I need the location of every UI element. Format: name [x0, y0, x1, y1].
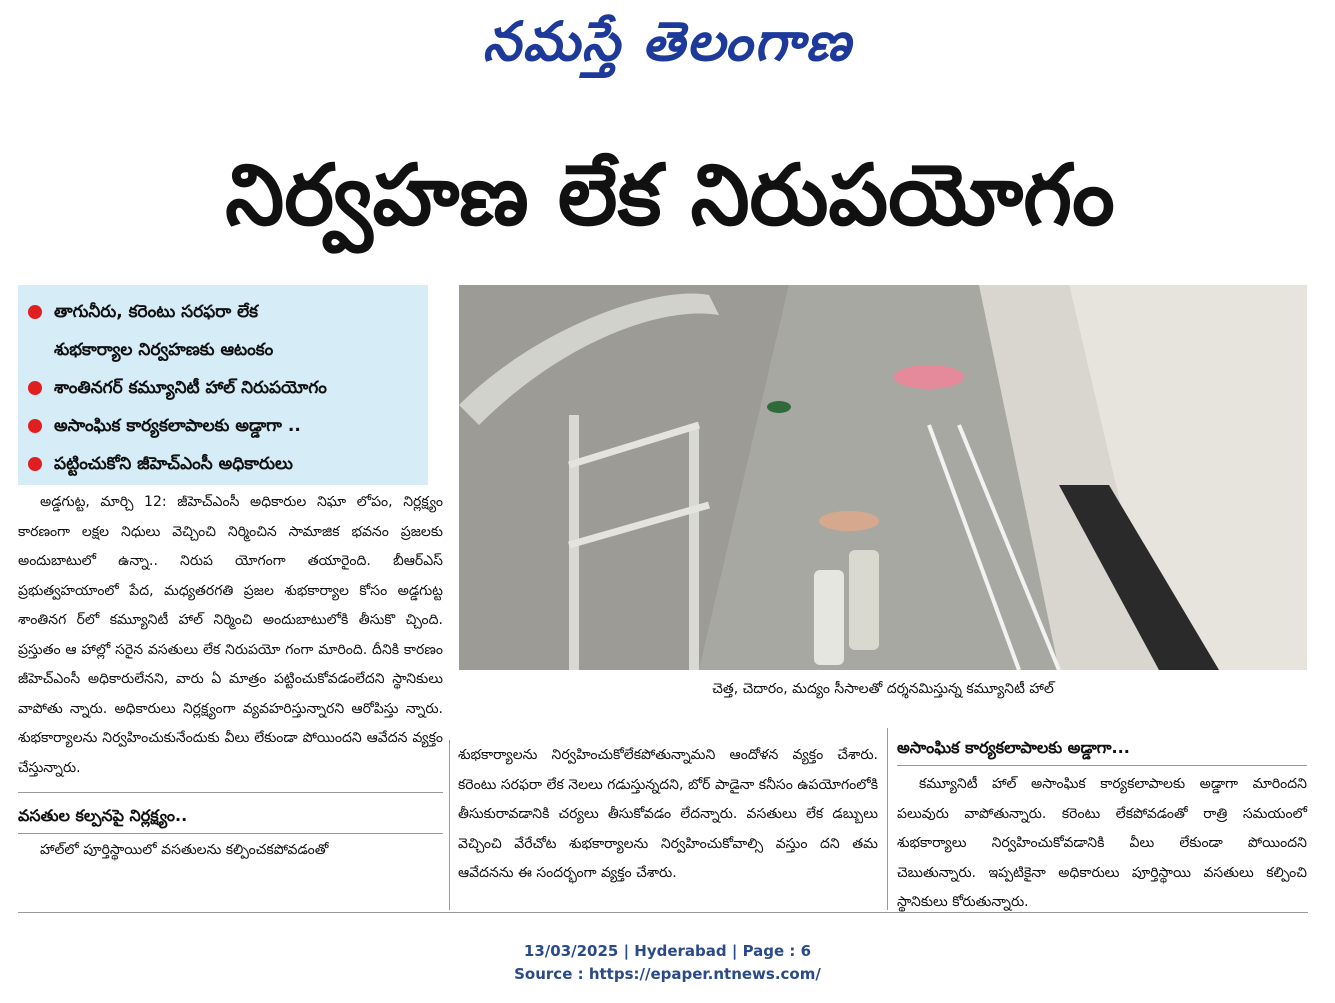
article-lead-paragraph: అడ్డగుట్ట, మార్చి 12: జీహెచ్ఎంసీ అధికారుల నిఘా లోపం, నిర్లక్ష్యం కారణంగా లక్షల నిధులు వెచ్చించి నిర్మించిన సామాజిక భవనం ప్రజలకు అందుబాటులో ఉన్నా.. నిరుప యోగంగా తయారైంది. బీఆర్ఎస్ ప్రభుత్వహయాంలో పేద, మధ్యతరగతి ప్రజల శుభకార్యాల కోసం అడ్డగుట్ట శాంతినగ ర్‌లో కమ్యూనిటీ హాల్ నిర్మించి అందుబాటులోకి తీసుకొ చ్చింది. ప్రస్తుతం ఆ హాల్లో సరైన వసతులు లేక నిరుపయో గంగా మారింది. దీనికి కారణం జీహెచ్ఎంసీ అధికారులేనని, వారు ఏ మాత్రం పట్టించుకోవడంలేదని స్థానికులు వాపోతు న్నారు. అధికారులు నిర్లక్ష్యంగా వ్యవహరిస్తున్నారని ఆరోపిస్తు న్నారు. శుభకార్యాలను నిర్వహించుకునేందుకు వీలు లేకుండా పోయిందని ఆవేదన వ్యక్తం చేస్తున్నారు. [18, 494, 444, 776]
highlight-item: శుభకార్యాల నిర్వహణకు ఆటంకం [54, 340, 274, 360]
footer-date-line: 13/03/2025 | Hyderabad | Page : 6 [523, 942, 812, 960]
highlight-item: శాంతినగర్ కమ్యూనిటీ హాల్ నిరుపయోగం [28, 369, 418, 407]
red-bullet-icon [28, 381, 42, 395]
column-divider [18, 783, 443, 793]
subheading-facilities: వసతుల కల్పనపై నిర్లక్ష్యం.. [18, 806, 188, 825]
article-paragraph-2-cont: శుభకార్యాలను నిర్వహించుకోలేకపోతున్నామని ఆందోళన వ్యక్తం చేశారు. కరెంటు సరఫరా లేక నెలలు గడుస్తున్నదని, బోర్ పాడైనా కనీసం ఉపయోగంలోకి తీసుకురావడానికి చర్యలు తీసుకోవడం లేదన్నారు. వసతులు లేక డబ్బులు వెచ్చించి వేరేచోట శుభకార్యాలను నిర్వహించుకోవాల్సి వస్తుం దని తమ ఆవేదనను ఈ సందర్భంగా వ్యక్తం చేశారు. [458, 747, 878, 881]
article-headline: నిర్వహణ లేక నిరుపయోగం [225, 146, 1115, 244]
article-paragraph-2-start: హాల్‌లో పూర్తిస్థాయిలో వసతులను కల్పించకపోవడంతో [40, 842, 329, 858]
highlight-item: తాగునీరు, కరెంటు సరఫరా లేక [28, 293, 418, 331]
red-bullet-icon [28, 457, 42, 471]
subheading-antisocial: అసాంఘిక కార్యకలాపాలకు అడ్డాగా... [897, 738, 1130, 757]
highlight-item: అసాంఘిక కార్యకలాపాలకు అడ్డాగా .. [28, 407, 418, 445]
page-bottom-rule [18, 912, 1308, 913]
article-column-3 [897, 733, 1307, 918]
highlights-box [18, 285, 428, 485]
article-paragraph-3: కమ్యూనిటీ హాల్ అసాంఘిక కార్యకలాపాలకు అడ్డాగా మారిందని పలువురు వాపోతున్నారు. కరెంటు లేకపోవడంతో రాత్రి సమయంలో శుభకార్యాలు నిర్వహించుకోవడానికి వీలు లేకుండా పోయిందని చెబుతున్నారు. ఇప్పటికైనా అధికారులు పూర్తిస్థాయి వసతులు కల్పించి స్థానికులు కోరుతున్నారు. [897, 776, 1307, 910]
subheading-underline [18, 833, 443, 834]
column-rule [887, 728, 888, 910]
article-column-1 [18, 488, 443, 866]
red-bullet-icon [28, 305, 42, 319]
photo-caption: చెత్త, చెదారం, మద్యం సీసాలతో దర్శనమిస్తున్న కమ్యూనిటీ హాల్ [712, 681, 1054, 697]
corridor-photo-illustration [459, 285, 1307, 670]
newspaper-masthead: నమస్తే తెలంగాణ [482, 9, 853, 73]
column-rule [449, 740, 450, 910]
article-photo [459, 285, 1307, 670]
article-column-2 [458, 741, 878, 889]
highlight-item: పట్టించుకోని జీహెచ్ఎంసీ అధికారులు [28, 445, 418, 483]
footer-source-link[interactable]: Source : https://epaper.ntnews.com/ [514, 965, 821, 983]
subheading-underline [897, 765, 1307, 766]
red-bullet-icon [28, 419, 42, 433]
